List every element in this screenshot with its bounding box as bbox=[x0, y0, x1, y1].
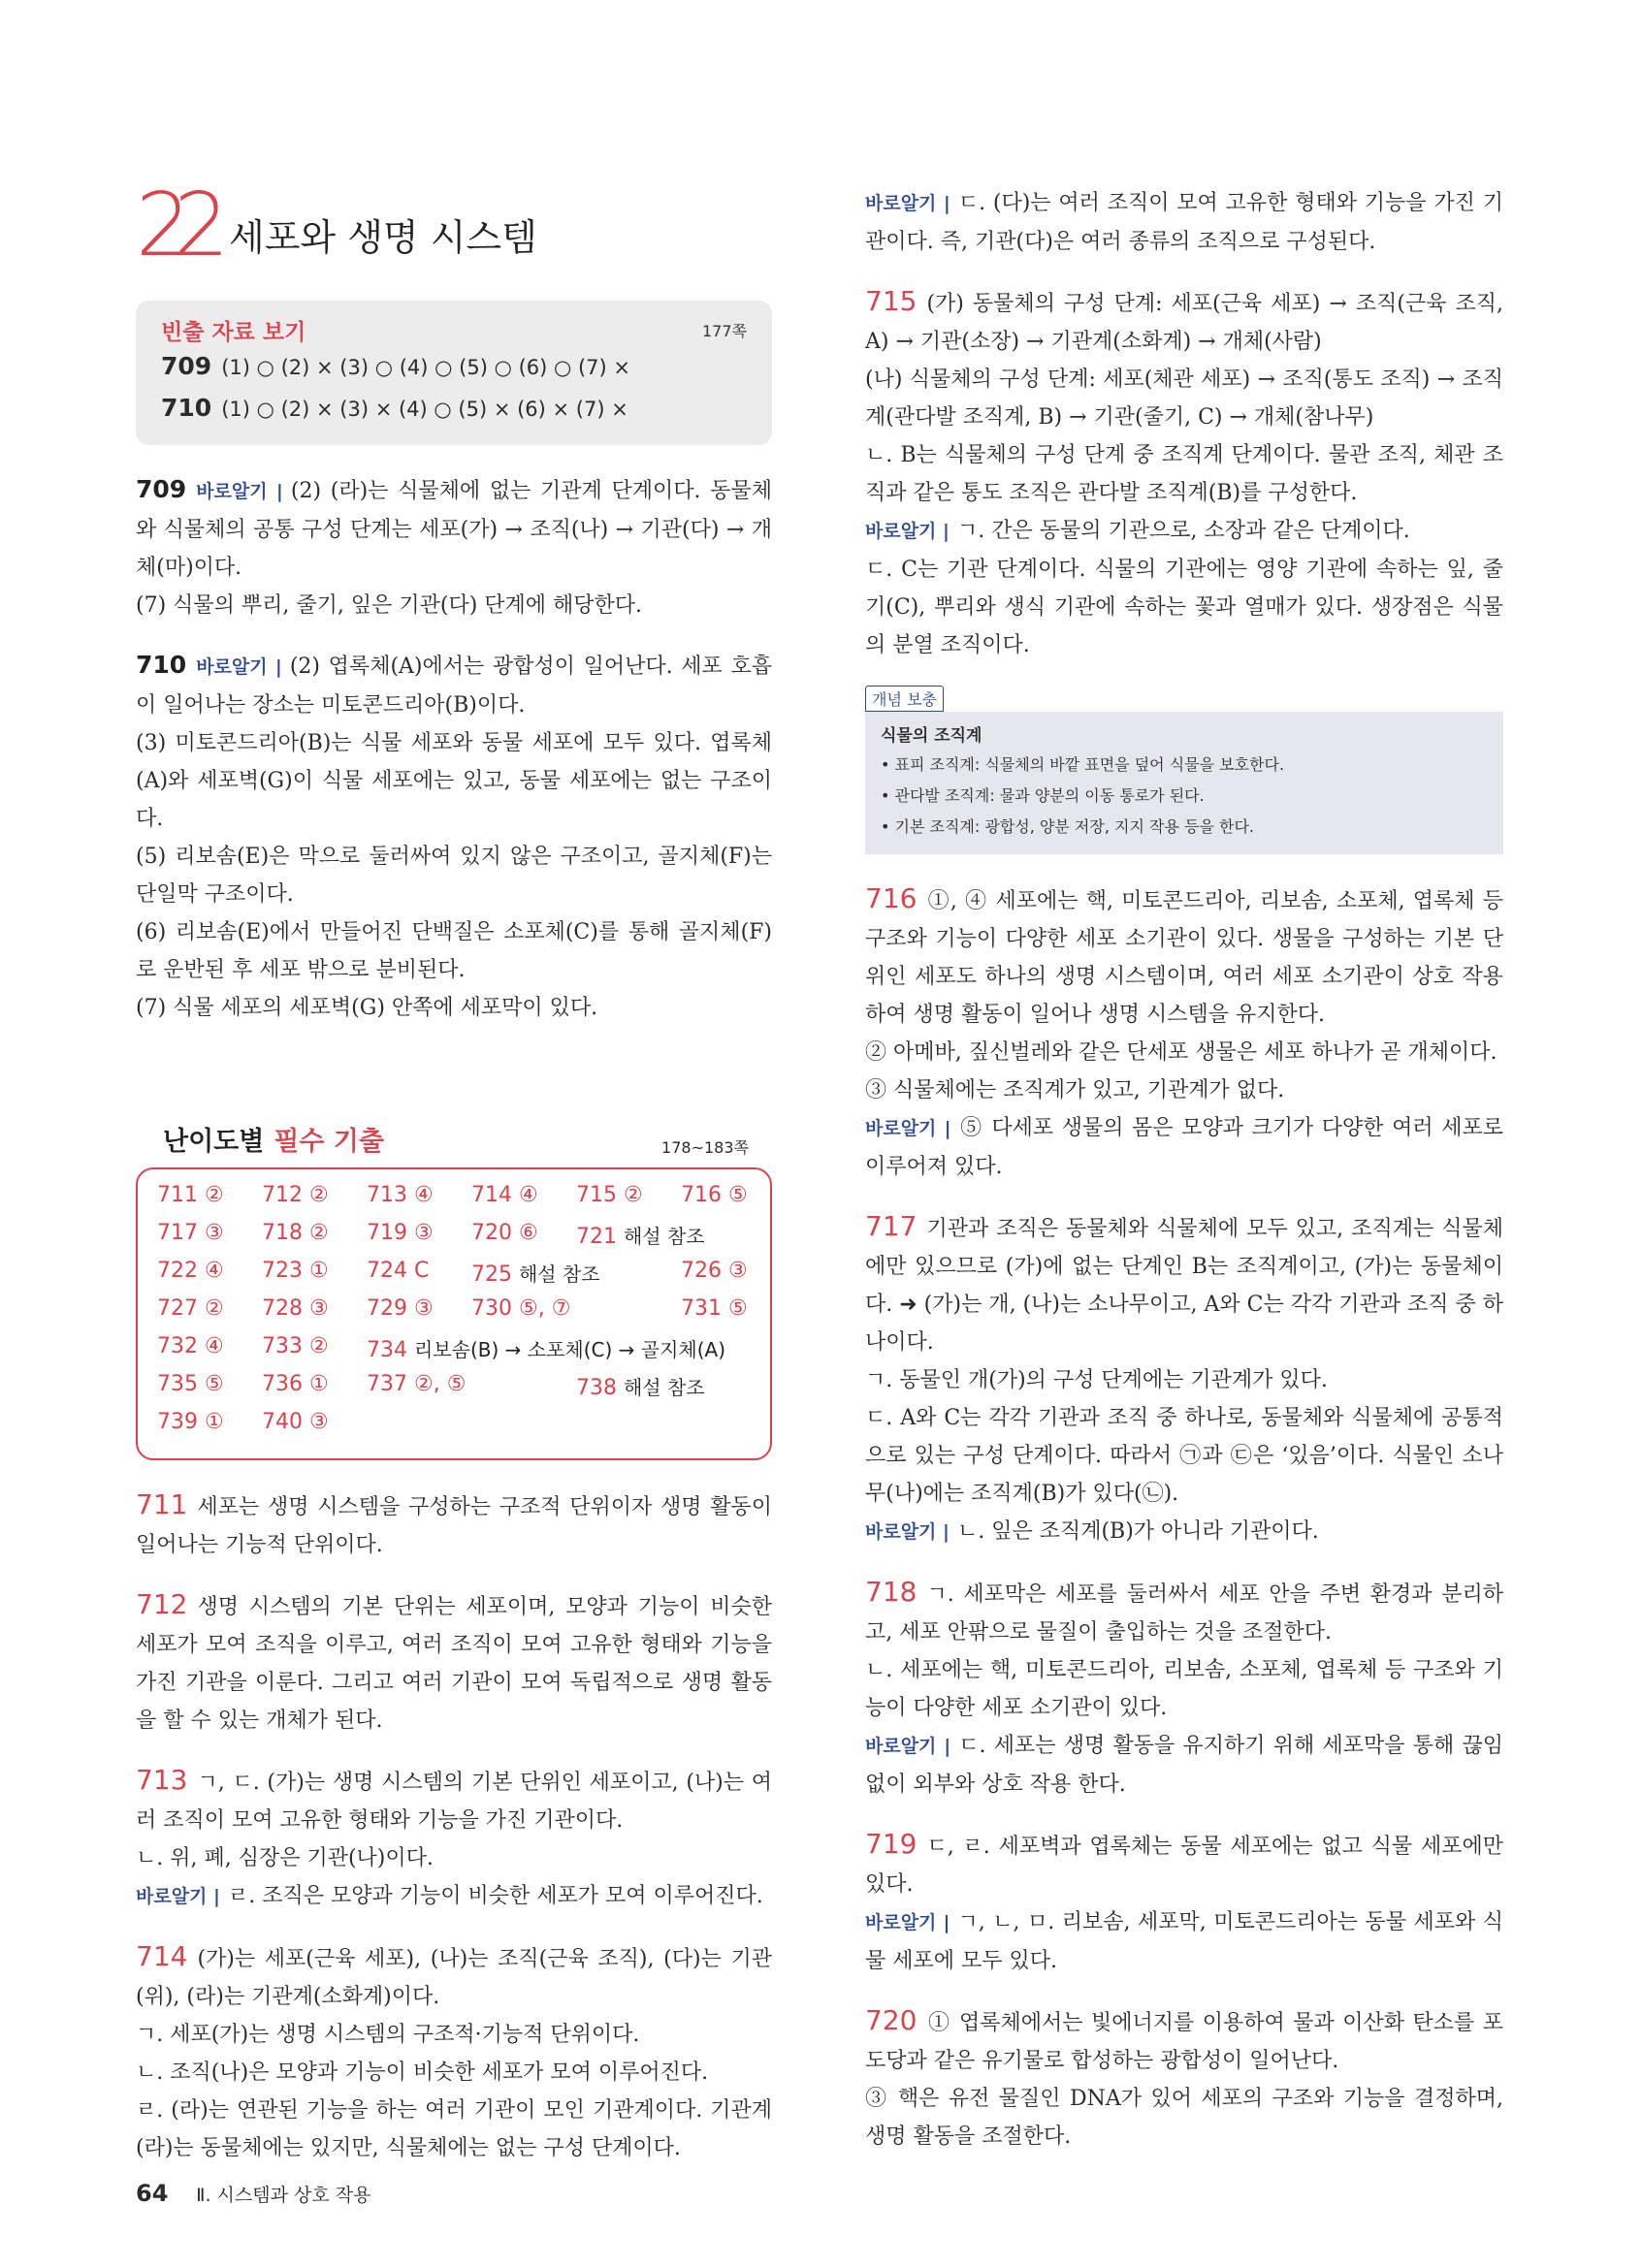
correction-tag: 바로알기 | bbox=[865, 1912, 950, 1933]
answer-714 bbox=[136, 1937, 772, 2167]
essentials-page: 178~183쪽 bbox=[661, 1138, 749, 1157]
answer-text: (6) 리보솜(E)에서 만들어진 단백질은 소포체(C)를 통해 골지체(F)로 운반된 후 세포 밖으로 분비된다. bbox=[136, 920, 772, 982]
answer-text: (3) 미토콘드리아(B)는 식물 세포와 동물 세포에 모두 있다. 엽록체(A)와 세포벽(G)이 식물 세포에는 있고, 동물 세포에는 없는 구조이다. bbox=[136, 731, 772, 831]
answer-cell bbox=[157, 1410, 224, 1434]
answer-cell bbox=[262, 1410, 329, 1434]
answer-text: ㄷ. 세포는 생명 활동을 유지하기 위해 세포막을 통해 끊임없이 외부와 상호 작용 한다. bbox=[865, 1734, 1503, 1797]
answer-value: ② bbox=[308, 1221, 329, 1245]
answer-number: 740 bbox=[262, 1410, 309, 1434]
answer-cell bbox=[367, 1183, 434, 1207]
answer-text: (2) 엽록체(A)에서는 광합성이 일어난다. 세포 호흡이 일어나는 장소는 미토콘드리아(B)이다. bbox=[136, 655, 772, 718]
answer-value: 해설 참조 bbox=[623, 1225, 705, 1248]
chapter-header bbox=[136, 175, 772, 301]
answer-number: 724 bbox=[367, 1259, 414, 1283]
answer-value: ③ bbox=[727, 1259, 748, 1283]
question-number: 718 bbox=[865, 1576, 918, 1608]
answer-text: (7) 식물 세포의 세포벽(G) 안쪽에 세포막이 있다. bbox=[136, 996, 598, 1020]
answer-value: ③ bbox=[308, 1296, 329, 1321]
answer-text: 세포는 생명 시스템을 구성하는 구조적 단위이자 생명 활동이 일어나는 기능적 단위이다. bbox=[136, 1495, 772, 1557]
answer-value: 리보솜(B) → 소포체(C) → 골지체(A) bbox=[413, 1338, 725, 1361]
answer-cell bbox=[576, 1372, 705, 1400]
answer-711 bbox=[136, 1485, 772, 1564]
answer-number: 738 bbox=[576, 1376, 624, 1400]
answer-value: ②, ⑤ bbox=[413, 1372, 467, 1396]
answer-cell bbox=[157, 1183, 224, 1207]
frequent-data-title: 빈출 자료 보기 bbox=[161, 320, 306, 345]
answer-number: 728 bbox=[262, 1296, 309, 1321]
answer-cell bbox=[262, 1372, 329, 1396]
answer-number: 715 bbox=[576, 1183, 624, 1207]
concept-heading: 식물의 조직계 bbox=[881, 726, 982, 746]
answer-cell bbox=[262, 1259, 329, 1283]
answer-text: ② 아메바, 짚신벌레와 같은 단세포 생물은 세포 하나가 곧 개체이다. bbox=[865, 1040, 1497, 1065]
concept-tab: 개념 보충 bbox=[865, 686, 944, 712]
answer-value: ③ bbox=[413, 1296, 434, 1321]
answer-number: 739 bbox=[157, 1410, 205, 1434]
answer-number: 717 bbox=[157, 1221, 205, 1245]
answer-cell bbox=[262, 1221, 329, 1245]
answer-text: ③ 식물체에는 조직계가 있고, 기관계가 없다. bbox=[865, 1078, 1285, 1102]
answer-cell bbox=[367, 1296, 434, 1321]
answer-text: ① 엽록체에서는 빛에너지를 이용하여 물과 이산화 탄소를 포도당과 같은 유기물로 합성하는 광합성이 일어난다. bbox=[865, 2011, 1503, 2073]
answer-value: ② bbox=[204, 1183, 224, 1207]
question-number: 716 bbox=[865, 882, 918, 914]
page-footer bbox=[136, 2180, 370, 2207]
answer-number: 731 bbox=[681, 1296, 728, 1321]
answer-text: ㄴ. B는 식물체의 구성 단계 중 조직계 단계이다. 물관 조직, 체관 조직과 같은 통도 조직은 관다발 조직계(B)를 구성한다. bbox=[865, 443, 1503, 505]
answer-cell bbox=[471, 1296, 570, 1321]
answer-cell bbox=[367, 1259, 429, 1283]
answer-cell bbox=[681, 1183, 748, 1207]
question-number: 717 bbox=[865, 1210, 918, 1242]
answer-cell bbox=[471, 1221, 538, 1245]
answer-value: ① bbox=[204, 1410, 224, 1434]
page-number: 64 bbox=[136, 2180, 169, 2207]
answer-value: ② bbox=[623, 1183, 643, 1207]
question-number: 709 bbox=[136, 475, 187, 503]
frequent-row bbox=[161, 346, 747, 388]
answer-712 bbox=[136, 1585, 772, 1740]
answer-text: 기관과 조직은 동물체와 식물체에 모두 있고, 조직계는 식물체에만 있으므로 (가)에 없는 단계인 B는 조직계이고, (가)는 동물체이다. ➜ (가)는 개, (나)는 소나무이고, A와 C는 각각 기관과 조직 중 하나이다. bbox=[865, 1217, 1503, 1355]
answer-text: ㄷ, ㄹ. 세포벽과 엽록체는 동물 세포에는 없고 식물 세포에만 있다. bbox=[865, 1835, 1503, 1897]
answer-number: 716 bbox=[681, 1183, 728, 1207]
answer-value: ③ bbox=[413, 1221, 434, 1245]
question-number: 713 bbox=[136, 1764, 188, 1796]
right-column bbox=[865, 184, 1503, 2177]
answer-cell bbox=[471, 1183, 538, 1207]
answer-718 bbox=[865, 1573, 1503, 1804]
answer-number: 733 bbox=[262, 1334, 309, 1358]
answer-text: (가) 동물체의 구성 단계: 세포(근육 세포) → 조직(근육 조직, A) → 기관(소장) → 기관계(소화계) → 개체(사람) bbox=[865, 292, 1503, 354]
answer-cell bbox=[576, 1221, 705, 1249]
answer-text: ㄴ. 조직(나)은 모양과 기능이 비슷한 세포가 모여 이루어진다. bbox=[136, 2060, 709, 2085]
question-number: 711 bbox=[136, 1488, 188, 1520]
correction-tag: 바로알기 | bbox=[865, 521, 950, 542]
answer-text: ③ 핵은 유전 물질인 DNA가 있어 세포의 구조와 기능을 결정하며, 생명 활동을 조절한다. bbox=[865, 2087, 1503, 2149]
answer-716 bbox=[865, 879, 1503, 1186]
answer-cell bbox=[157, 1259, 224, 1283]
question-number: 715 bbox=[865, 285, 918, 317]
answer-cell bbox=[157, 1221, 224, 1245]
answer-cell bbox=[262, 1183, 329, 1207]
answer-cell bbox=[262, 1296, 329, 1321]
answer-715 bbox=[865, 282, 1503, 664]
concept-supplement-box bbox=[865, 686, 1503, 854]
row-answers: (1) ○ (2) × (3) × (4) ○ (5) × (6) × (7) × bbox=[221, 398, 628, 421]
answer-text: ㄱ, ㄷ. (가)는 생명 시스템의 기본 단위인 세포이고, (나)는 여러 조직이 모여 고유한 형태와 기능을 가진 기관이다. bbox=[136, 1771, 772, 1833]
correction-tag: 바로알기 | bbox=[865, 1118, 951, 1139]
answer-text: ㄱ, ㄴ, ㅁ. 리보솜, 세포막, 미토콘드리아는 동물 세포와 식물 세포에 모두 있다. bbox=[865, 1910, 1503, 1973]
answer-cell bbox=[576, 1183, 643, 1207]
answer-text: ㄴ. 세포에는 핵, 미토콘드리아, 리보솜, 소포체, 엽록체 등 구조와 기능이 다양한 세포 소기관이 있다. bbox=[865, 1658, 1503, 1720]
answer-number: 720 bbox=[471, 1221, 519, 1245]
answer-number: 721 bbox=[576, 1225, 624, 1249]
answer-cell bbox=[367, 1221, 434, 1245]
answer-number: 719 bbox=[367, 1221, 414, 1245]
answer-text: ㄷ. (다)는 여러 조직이 모여 고유한 형태와 기능을 가진 기관이다. 즉, 기관(다)은 여러 종류의 조직으로 구성된다. bbox=[865, 191, 1503, 254]
answer-value: ② bbox=[308, 1183, 329, 1207]
answer-text: ㄱ. 간은 동물의 기관으로, 소장과 같은 단계이다. bbox=[956, 519, 1410, 543]
answer-text: ㄹ. (라)는 연관된 기능을 하는 여러 기관이 모인 기관계이다. 기관계(라)는 동물체에는 있지만, 식물체에는 없는 구성 단계이다. bbox=[136, 2098, 772, 2160]
answer-cell bbox=[471, 1259, 600, 1287]
row-number: 710 bbox=[161, 394, 212, 422]
question-number: 719 bbox=[865, 1828, 918, 1860]
left-column bbox=[136, 175, 772, 2188]
answer-cell bbox=[157, 1372, 224, 1396]
answer-number: 735 bbox=[157, 1372, 205, 1396]
essentials-title: 난이도별 필수 기출 bbox=[163, 1127, 385, 1157]
question-number: 712 bbox=[136, 1588, 188, 1620]
answer-720 bbox=[865, 2001, 1503, 2156]
answer-text: 생명 시스템의 기본 단위는 세포이며, 모양과 기능이 비슷한 세포가 모여 조직을 이루고, 여러 조직이 모여 고유한 형태와 기능을 가진 기관을 이룬다. 그리고 여러 기관이 모여 독립적으로 생명 활동을 할 수 있는 개체가 된다. bbox=[136, 1595, 772, 1733]
correction-tag: 바로알기 | bbox=[865, 1736, 951, 1757]
answer-number: 734 bbox=[367, 1338, 414, 1362]
answer-number: 714 bbox=[471, 1183, 519, 1207]
answer-number: 713 bbox=[367, 1183, 414, 1207]
correction-tag: 바로알기 | bbox=[196, 481, 283, 502]
frequent-data-page: 177쪽 bbox=[702, 322, 747, 340]
answer-714-continued bbox=[865, 184, 1503, 261]
answer-value: ④ bbox=[413, 1183, 434, 1207]
answer-cell bbox=[157, 1296, 224, 1321]
answer-number: 722 bbox=[157, 1259, 205, 1283]
answer-value: ⑥ bbox=[518, 1221, 538, 1245]
answer-cell bbox=[367, 1334, 725, 1362]
answer-text: (가)는 세포(근육 세포), (나)는 조직(근육 조직), (다)는 기관(위), (라)는 기관계(소화계)이다. bbox=[136, 1947, 772, 2009]
answer-text: ㄴ. 위, 폐, 심장은 기관(나)이다. bbox=[136, 1846, 434, 1870]
answer-value: ① bbox=[308, 1259, 329, 1283]
correction-tag: 바로알기 | bbox=[136, 1886, 220, 1907]
answer-text: (나) 식물체의 구성 단계: 세포(체관 세포) → 조직(통도 조직) → 조직계(관다발 조직계, B) → 기관(줄기, C) → 개체(참나무) bbox=[865, 367, 1503, 430]
answer-710 bbox=[136, 646, 772, 1027]
answer-text: ㄱ. 동물인 개(가)의 구성 단계에는 기관계가 있다. bbox=[865, 1368, 1328, 1392]
question-number: 714 bbox=[136, 1940, 188, 1972]
answer-value: 해설 참조 bbox=[518, 1262, 600, 1286]
answer-value: ① bbox=[308, 1372, 329, 1396]
answer-cell bbox=[157, 1334, 224, 1358]
correction-tag: 바로알기 | bbox=[865, 193, 950, 214]
concept-item: • 관다발 조직계: 물과 양분의 이동 통로가 된다. bbox=[881, 786, 1205, 805]
chapter-label: Ⅱ. 시스템과 상호 작용 bbox=[196, 2185, 371, 2206]
row-number: 709 bbox=[161, 352, 212, 380]
answer-value: ⑤ bbox=[727, 1296, 748, 1321]
answer-number: 725 bbox=[471, 1262, 519, 1287]
answer-number: 729 bbox=[367, 1296, 414, 1321]
correction-tag: 바로알기 | bbox=[196, 656, 282, 678]
chapter-title: 세포와 생명 시스템 bbox=[229, 216, 537, 259]
concept-item: • 기본 조직계: 광합성, 양분 저장, 지지 작용 등을 한다. bbox=[881, 817, 1254, 836]
question-number: 720 bbox=[865, 2004, 918, 2036]
answer-value: C bbox=[413, 1259, 430, 1283]
answer-717 bbox=[865, 1207, 1503, 1551]
answer-number: 737 bbox=[367, 1372, 414, 1396]
answer-cell bbox=[367, 1372, 466, 1396]
answer-text: ⑤ 다세포 생물의 몸은 모양과 크기가 다양한 여러 세포로 이루어져 있다. bbox=[865, 1116, 1503, 1179]
answer-text: ㄷ. A와 C는 각각 기관과 조직 중 하나로, 동물체와 식물체에 공통적으로 있는 구성 단계이다. 따라서 ㉠과 ㉢은 ‘있음’이다. 식물인 소나무(나)에는 조직계(B)가 있다(㉡). bbox=[865, 1406, 1503, 1506]
answer-number: 730 bbox=[471, 1296, 519, 1321]
answer-text: (2) (라)는 식물체에 없는 기관계 단계이다. 동물체와 식물체의 공통 구성 단계는 세포(가) → 조직(나) → 기관(다) → 개체(마)이다. bbox=[136, 479, 772, 580]
answer-text: ㄹ. 조직은 모양과 기능이 비슷한 세포가 모여 이루어진다. bbox=[227, 1884, 763, 1908]
answer-719 bbox=[865, 1825, 1503, 1980]
answer-text: ㄷ. C는 기관 단계이다. 식물의 기관에는 영양 기관에 속하는 잎, 줄기(C), 뿌리와 생식 기관에 속하는 꽃과 열매가 있다. 생장점은 식물의 분열 조직이다. bbox=[865, 558, 1503, 657]
question-number: 710 bbox=[136, 651, 187, 679]
answer-number: 712 bbox=[262, 1183, 309, 1207]
concept-item: • 표피 조직계: 식물체의 바깥 표면을 덮어 식물을 보호한다. bbox=[881, 755, 1285, 774]
answer-text: ①, ④ 세포에는 핵, 미토콘드리아, 리보솜, 소포체, 엽록체 등 구조와 기능이 다양한 세포 소기관이 있다. 생물을 구성하는 기본 단위인 세포도 하나의 생명 시스템이며, 여러 세포 소기관이 상호 작용하여 생명 활동이 일어나 생명 시스템을 유지한다. bbox=[865, 889, 1503, 1027]
answer-value: ② bbox=[204, 1296, 224, 1321]
answer-709 bbox=[136, 470, 772, 624]
chapter-number: 22 bbox=[136, 175, 212, 276]
answer-value: ④ bbox=[518, 1183, 538, 1207]
answer-number: 726 bbox=[681, 1259, 728, 1283]
frequent-row bbox=[161, 388, 747, 430]
answer-number: 718 bbox=[262, 1221, 309, 1245]
answer-value: ⑤, ⑦ bbox=[518, 1296, 571, 1321]
answer-number: 732 bbox=[157, 1334, 205, 1358]
answer-value: 해설 참조 bbox=[623, 1376, 705, 1399]
answer-value: ③ bbox=[204, 1221, 224, 1245]
answer-cell bbox=[262, 1334, 329, 1358]
answer-number: 736 bbox=[262, 1372, 309, 1396]
answer-value: ② bbox=[308, 1334, 329, 1358]
answer-713 bbox=[136, 1761, 772, 1916]
answer-number: 727 bbox=[157, 1296, 205, 1321]
answer-value: ④ bbox=[204, 1334, 224, 1358]
answer-value: ④ bbox=[204, 1259, 224, 1283]
answer-value: ⑤ bbox=[204, 1372, 224, 1396]
answer-text: (5) 리보솜(E)은 막으로 둘러싸여 있지 않은 구조이고, 골지체(F)는 단일막 구조이다. bbox=[136, 845, 772, 907]
answer-cell bbox=[681, 1259, 748, 1283]
answer-text: (7) 식물의 뿌리, 줄기, 잎은 기관(다) 단계에 해당한다. bbox=[136, 593, 643, 618]
correction-tag: 바로알기 | bbox=[865, 1521, 950, 1543]
answer-cell bbox=[681, 1296, 748, 1321]
answer-text: ㄴ. 잎은 조직계(B)가 아니라 기관이다. bbox=[956, 1519, 1319, 1544]
answer-text: ㄱ. 세포막은 세포를 둘러싸서 세포 안을 주변 환경과 분리하고, 세포 안팎으로 물질이 출입하는 것을 조절한다. bbox=[865, 1582, 1503, 1645]
frequent-data-box bbox=[136, 301, 772, 445]
answer-text: ㄱ. 세포(가)는 생명 시스템의 구조적·기능적 단위이다. bbox=[136, 2023, 640, 2047]
answer-number: 711 bbox=[157, 1183, 205, 1207]
answer-value: ③ bbox=[308, 1410, 329, 1434]
answer-grid bbox=[136, 1167, 772, 1460]
row-answers: (1) ○ (2) × (3) ○ (4) ○ (5) ○ (6) ○ (7) × bbox=[221, 356, 631, 379]
essentials-section bbox=[136, 1120, 772, 1460]
answer-number: 723 bbox=[262, 1259, 309, 1283]
answer-value: ⑤ bbox=[727, 1183, 748, 1207]
